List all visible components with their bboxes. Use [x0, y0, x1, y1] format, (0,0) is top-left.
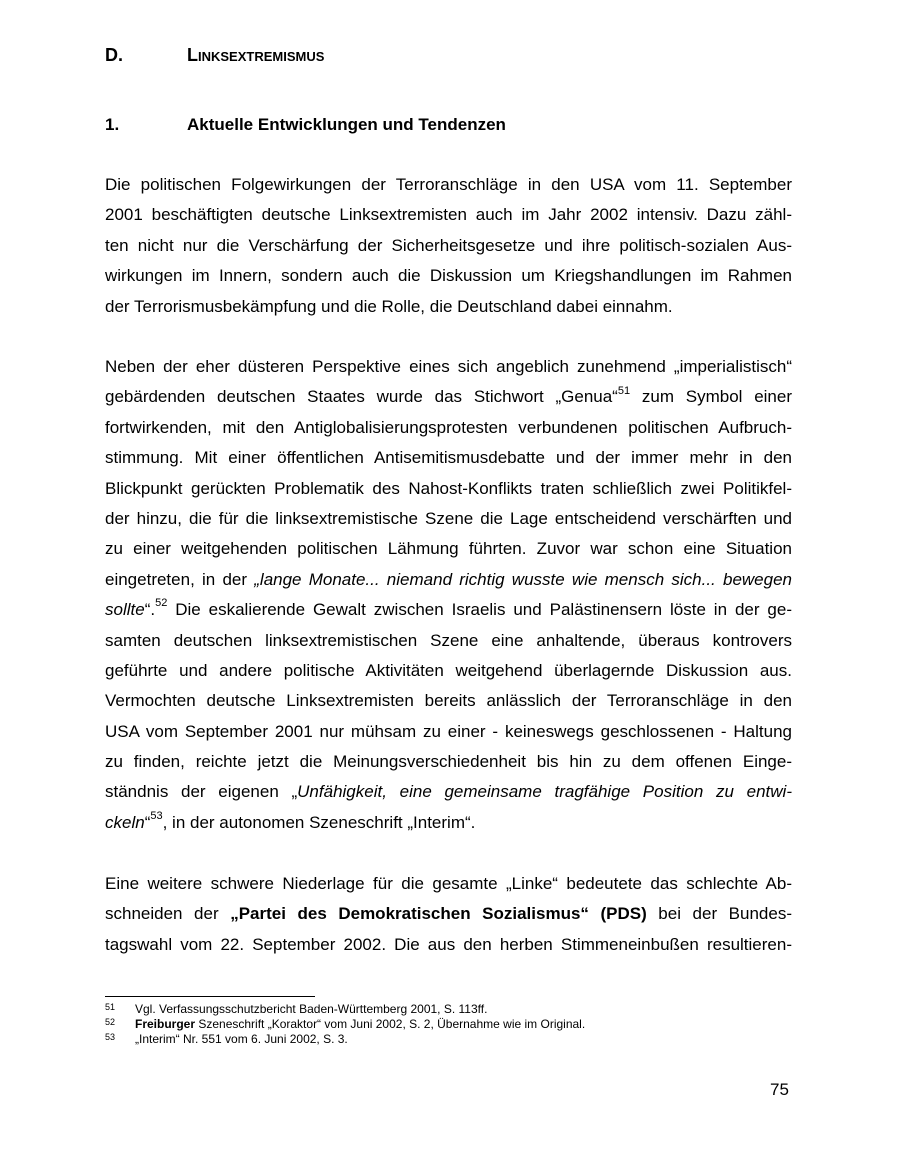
text-line: Blickpunkt gerückten Problematik des Nahost-Konflikts traten schließlich zwei Politikfel- [105, 478, 792, 498]
footnote-text: Vgl. Verfassungsschutzbericht Baden-Württemberg 2001, S. 113ff. [135, 1002, 488, 1016]
footnote-52 [105, 1017, 795, 1032]
text-line: ständnis der eigenen „Unfähigkeit, eine gemeinsame tragfähige Position zu entwi- [105, 782, 792, 802]
chapter-title: Linksextremismus [187, 45, 325, 65]
paragraph-3 [105, 869, 792, 960]
footnote-51 [105, 1002, 795, 1017]
text-line: schneiden der „Partei des Demokratischen Sozialismus“ (PDS) bei der Bundes- [105, 904, 792, 924]
footnote-number: 52 [105, 1017, 116, 1027]
text-line: Eine weitere schwere Niederlage für die gesamte „Linke“ bedeutete das schlechte Ab- [105, 874, 792, 893]
footnote-53 [105, 1032, 795, 1047]
chapter-number: D. [105, 45, 123, 65]
footnote-text: „Interim“ Nr. 551 vom 6. Juni 2002, S. 3. [135, 1032, 348, 1046]
text-line: samten deutschen linksextremistischen Szene eine anhaltende, überaus kontrovers [105, 630, 792, 650]
text-line: eingetreten, in der „lange Monate... niemand richtig wusste wie mensch sich... bewegen [105, 569, 792, 589]
text-line: 2001 beschäftigten deutsche Linksextremisten auch im Jahr 2002 intensiv. Dazu zähl- [105, 205, 792, 225]
footnote-ref-53: 53 [150, 810, 163, 823]
text-line: gebärdenden deutschen Staates wurde das Stichwort „Genua“$^{51}$ zum Symbol einer [105, 384, 792, 407]
footnote-ref-51: 51 [617, 384, 631, 397]
text-line: zu einer weitgehenden politischen Lähmung führten. Zuvor war schon eine Situation [105, 539, 792, 559]
paragraph-2 [105, 352, 792, 838]
footnote-number: 53 [105, 1032, 116, 1042]
text-line: tagswahl vom 22. September 2002. Die aus den herben Stimmeneinbußen resultieren- [105, 934, 792, 954]
page-number: 75 [770, 1080, 789, 1099]
quote: Unfähigkeit, eine gemeinsame tragfähige Position zu entwi- [297, 782, 792, 802]
text-line: der hinzu, die für die linksextremistische Szene die Lage entscheidend verschärften und [105, 508, 792, 528]
text-line: ten nicht nur die Verschärfung der Sicherheitsgesetze und ihre politisch-sozialen Aus- [105, 235, 792, 255]
text-line: Vermochten deutsche Linksextremisten bereits anlässlich der Terroranschläge in den [105, 691, 792, 711]
section-number: 1. [105, 115, 120, 134]
text-line: fortwirkenden, mit den Antiglobalisierungsprotesten verbundenen politischen Aufbruch- [105, 417, 792, 437]
quote: ckeln [105, 812, 145, 832]
text-line: wirkungen im Innern, sondern auch die Diskussion um Kriegshandlungen im Rahmen [105, 266, 792, 286]
quote: „lange Monate... niemand richtig wusste wie mensch sich... bewegen [254, 569, 792, 589]
footnote-separator [105, 996, 315, 997]
text-line: geführte und andere politische Aktivitäten weitgehend überlagernde Diskussion aus. [105, 660, 792, 680]
text-line: Neben der eher düsteren Perspektive eines sich angeblich zunehmend „imperialistisch“ [105, 357, 792, 376]
footnote-ref-52: 52 [155, 597, 168, 610]
footnotes [105, 1002, 795, 1047]
text-line: stimmung. Mit einer öffentlichen Antisemitismusdebatte und der immer mehr in den [105, 448, 792, 468]
footnote-number: 51 [105, 1002, 116, 1012]
text-line: USA vom September 2001 nur mühsam zu einer - keineswegs geschlossenen - Haltung [105, 721, 792, 741]
quote: sollte [105, 600, 145, 620]
text-line: der Terrorismusbekämpfung und die Rolle, die Deutschland dabei einnahm. [105, 296, 673, 316]
party-name: „Partei des Demokratischen Sozialismus“ (PDS) [230, 904, 647, 924]
text-line: ckeln“$^{53}$, in der autonomen Szeneschrift „Interim“. [105, 810, 476, 832]
footnote-text: Freiburger Szeneschrift „Koraktor“ vom Juni 2002, S. 2, Übernahme wie im Original. [135, 1017, 586, 1031]
text-line: sollte“.$^{52}$ Die eskalierende Gewalt zwischen Israelis und Palästinensern löste in der ge- [105, 597, 792, 620]
section-title: Aktuelle Entwicklungen und Tendenzen [187, 115, 506, 134]
text-line: Die politischen Folgewirkungen der Terroranschläge in den USA vom 11. September [105, 175, 792, 194]
paragraph-1 [105, 170, 792, 322]
text-line: zu finden, reichte jetzt die Meinungsverschiedenheit bis hin zu dem offenen Einge- [105, 752, 792, 772]
